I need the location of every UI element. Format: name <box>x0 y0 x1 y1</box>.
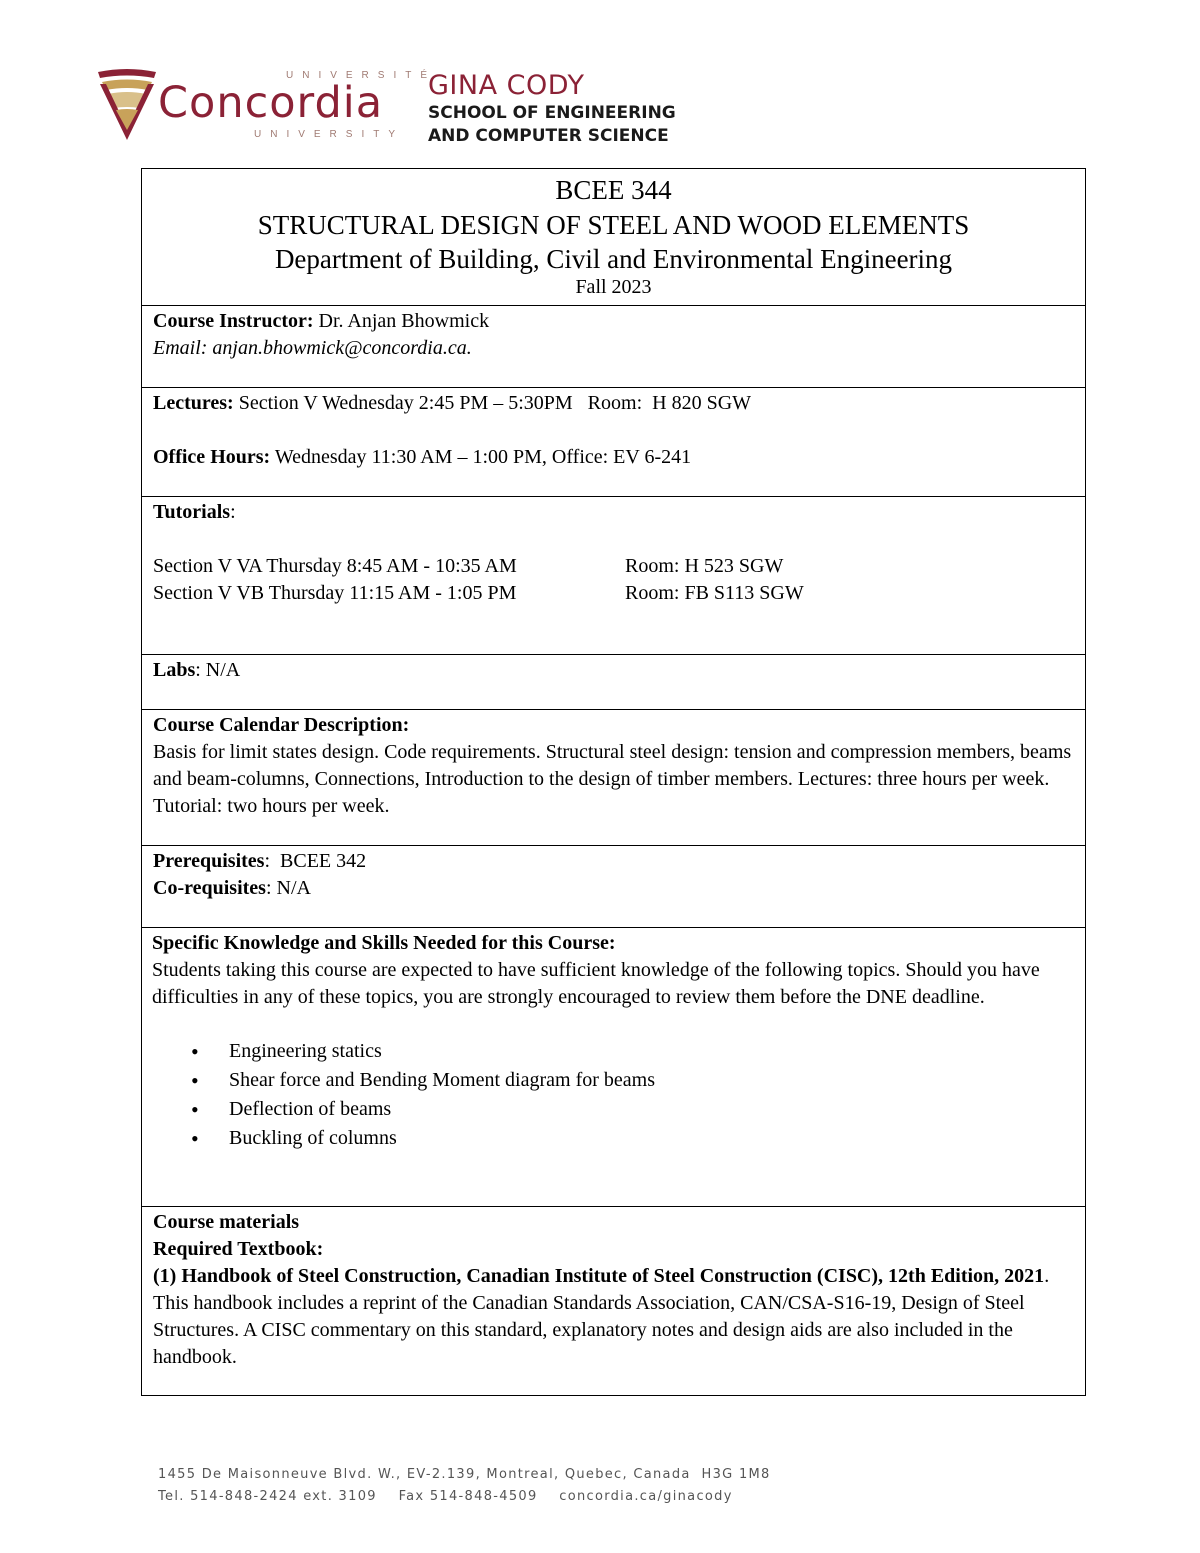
list-item: • Deflection of beams <box>217 1095 1075 1124</box>
tutorial-room: Room: H 523 SGW <box>625 555 784 577</box>
tutorials-section <box>142 497 1085 655</box>
school-line-2: AND COMPUTER SCIENCE <box>428 126 669 146</box>
coreq-value: : N/A <box>265 877 311 899</box>
lectures-section <box>142 388 1085 497</box>
tutorials-label: Tutorials <box>153 501 231 523</box>
instructor-section <box>142 306 1085 388</box>
knowledge-list <box>152 1037 1075 1153</box>
course-title: STRUCTURAL DESIGN OF STEEL AND WOOD ELEMENTS <box>257 210 970 240</box>
calendar-text: Basis for limit states design. Code requirements. Structural steel design: tension and compression members, beams and beam-columns, Connections, Introduction to the design of timber members. Lectures: three hours per week. Tutorial: two hours per week. <box>153 741 1072 817</box>
list-item: • Shear force and Bending Moment diagram for beams <box>217 1066 1075 1095</box>
lectures-label: Lectures: <box>153 392 234 414</box>
letterhead <box>96 66 796 152</box>
course-code: BCEE 344 <box>555 175 672 205</box>
office-hours-label: Office Hours: <box>153 446 271 468</box>
labs-value: : N/A <box>195 659 241 681</box>
course-outline-table <box>141 168 1086 1396</box>
footer-address: 1455 De Maisonneuve Blvd. W., EV-2.139, Montreal, Quebec, Canada H3G 1M8 <box>158 1467 771 1482</box>
calendar-description-section <box>142 710 1085 846</box>
logo-text-universite: UNIVERSITÉ <box>286 70 437 81</box>
list-item: • Buckling of columns <box>217 1124 1075 1153</box>
prereq-value: : BCEE 342 <box>264 850 367 872</box>
school-name: GINA CODY <box>428 70 585 101</box>
footer-contact: Tel. 514-848-2424 ext. 3109 Fax 514-848-4509 concordia.ca/ginacody <box>158 1489 733 1504</box>
lectures-value: Section V Wednesday 2:45 PM – 5:30PM Room: H 820 SGW <box>233 392 752 414</box>
school-line-1: SCHOOL OF ENGINEERING <box>428 103 676 123</box>
course-materials-section <box>142 1207 1085 1395</box>
knowledge-text: Students taking this course are expected to have sufficient knowledge of the following topics. Should you have difficulties in any of these topics, you are strongly encouraged to review them before the DNE deadline. <box>152 959 1040 1008</box>
logo-wordmark: Concordia <box>158 78 384 128</box>
knowledge-label: Specific Knowledge and Skills Needed for this Course: <box>152 932 616 954</box>
instructor-name: Dr. Anjan Bhowmick <box>313 310 490 332</box>
prerequisites-section <box>142 846 1085 928</box>
coreq-label: Co-requisites <box>153 877 266 899</box>
knowledge-section <box>142 928 1085 1207</box>
logo-text-university: UNIVERSITY <box>254 129 405 140</box>
term: Fall 2023 <box>575 276 652 298</box>
tutorial-row <box>153 553 1075 580</box>
calendar-label: Course Calendar Description: <box>153 714 410 736</box>
textbook-title: (1) Handbook of Steel Construction, Canadian Institute of Steel Construction (CISC), 12th Edition, 2021 <box>153 1265 1045 1287</box>
department: Department of Building, Civil and Environmental Engineering <box>274 244 953 274</box>
school-name-block <box>428 70 676 148</box>
concordia-shield-icon <box>96 68 158 142</box>
prereq-label: Prerequisites <box>153 850 265 872</box>
tutorial-room: Room: FB S113 SGW <box>625 582 804 604</box>
tutorial-row <box>153 580 1075 607</box>
tutorials-colon: : <box>230 501 236 523</box>
labs-label: Labs <box>153 659 196 681</box>
office-hours-value: Wednesday 11:30 AM – 1:00 PM, Office: EV 6-241 <box>270 446 692 468</box>
tutorial-section: Section V VA Thursday 8:45 AM - 10:35 AM <box>153 555 517 577</box>
letterhead-footer <box>158 1464 771 1508</box>
instructor-email[interactable]: Email: anjan.bhowmick@concordia.ca. <box>153 337 472 359</box>
course-title-section <box>142 169 1085 306</box>
tutorial-section: Section V VB Thursday 11:15 AM - 1:05 PM <box>153 582 517 604</box>
labs-section <box>142 655 1085 710</box>
textbook-label: Required Textbook: <box>153 1238 324 1260</box>
textbook-description: . This handbook includes a reprint of the Canadian Standards Association, CAN/CSA-S16-19, Design of Steel Structures. A CISC commentary on this standard, explanatory notes and design aids are also included in the handbook. <box>153 1265 1050 1368</box>
materials-label: Course materials <box>153 1211 300 1233</box>
list-item: • Engineering statics <box>217 1037 1075 1066</box>
instructor-label: Course Instructor: <box>153 310 314 332</box>
